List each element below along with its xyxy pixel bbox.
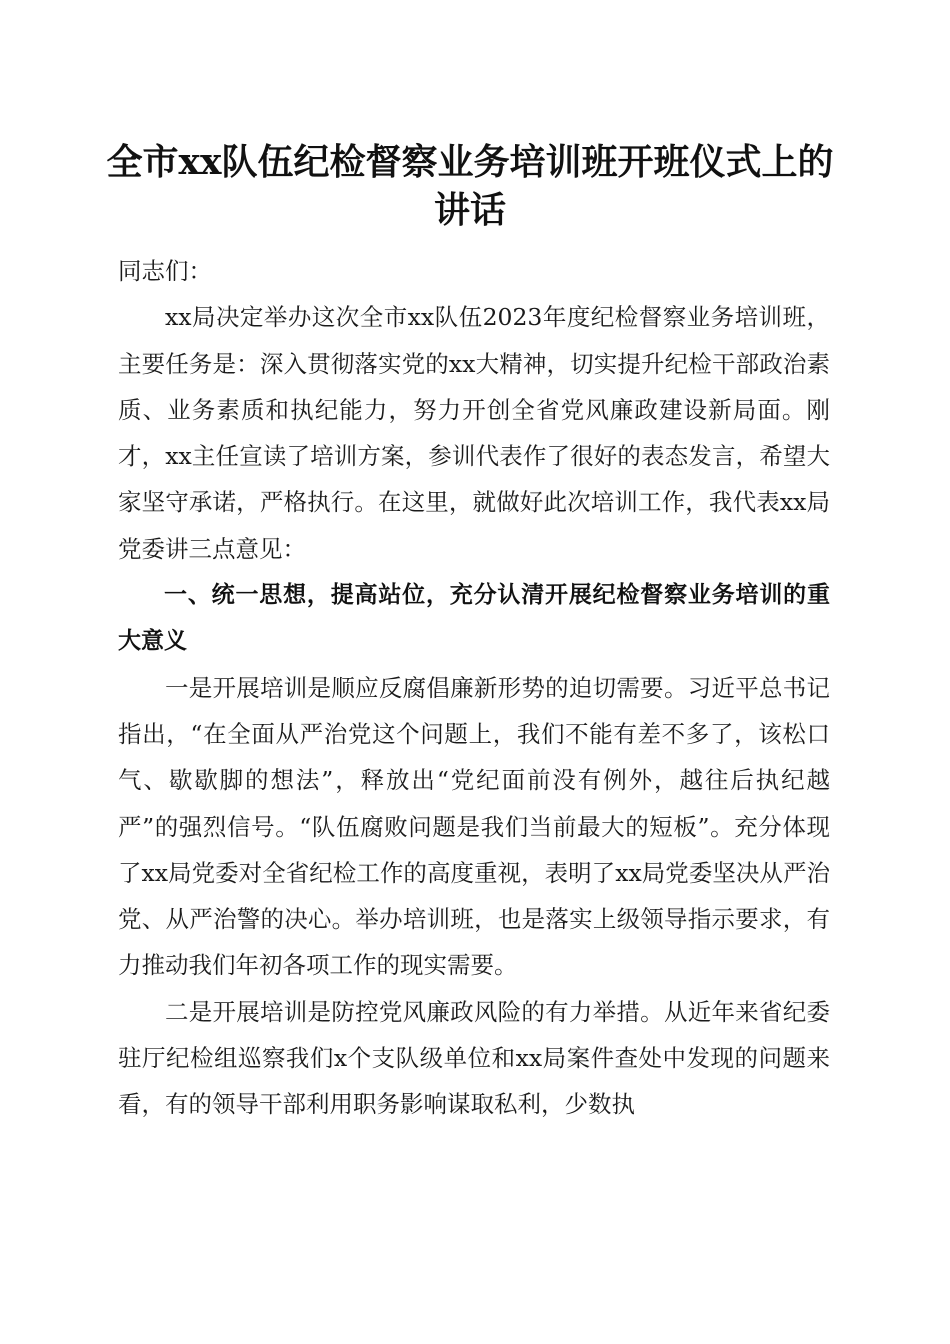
point-body-1: 习近平总书记指出，“在全面从严治党这个问题上，我们不能有差不多了，该松口气、歇歇脚的想法”，释放出“党纪面前没有例外，越往后执纪越严”的强烈信号。“队伍腐败问题是我们当前最大的短板”。充分体现了xx局党委对全省纪检工作的高度重视，表明了xx局党委坚决从严治党、从严治警的决心。举办培训班，也是落实上级领导指示要求，有力推动我们年初各项工作的现实需要。 xyxy=(118,673,830,980)
point-lead-2: 二是开展培训是防控党风廉政风险的有力举措。 xyxy=(165,997,664,1026)
intro-paragraph: xx局决定举办这次全市xx队伍2023年度纪检督察业务培训班，主要任务是：深入贯彻落实党的xx大精神，切实提升纪检干部政治素质、业务素质和执纪能力，努力开创全省党风廉政建设新局面。刚才，xx主任宣读了培训方案，参训代表作了很好的表态发言，希望大家坚守承诺，严格执行。在这里，就做好此次培训工作，我代表xx局党委讲三点意见： xyxy=(118,303,830,563)
document-title: 全市xx队伍纪检督察业务培训班开班仪式上的讲话 xyxy=(106,141,834,231)
point-paragraph-1 xyxy=(118,665,830,989)
section-heading-1: 一、统一思想，提高站位，充分认清开展纪检督察业务培训的重大意义 xyxy=(118,582,830,655)
document-body xyxy=(118,248,830,1128)
salutation: 同志们： xyxy=(118,257,212,285)
point-paragraph-2 xyxy=(118,989,830,1128)
point-body-2: 从近年来省纪委驻厅纪检组巡察我们x个支队级单位和xx局案件查处中发现的问题来看，有的领导干部利用职务影响谋取私利，少数执 xyxy=(118,997,831,1119)
point-lead-1: 一是开展培训是顺应反腐倡廉新形势的迫切需要。 xyxy=(165,673,688,702)
